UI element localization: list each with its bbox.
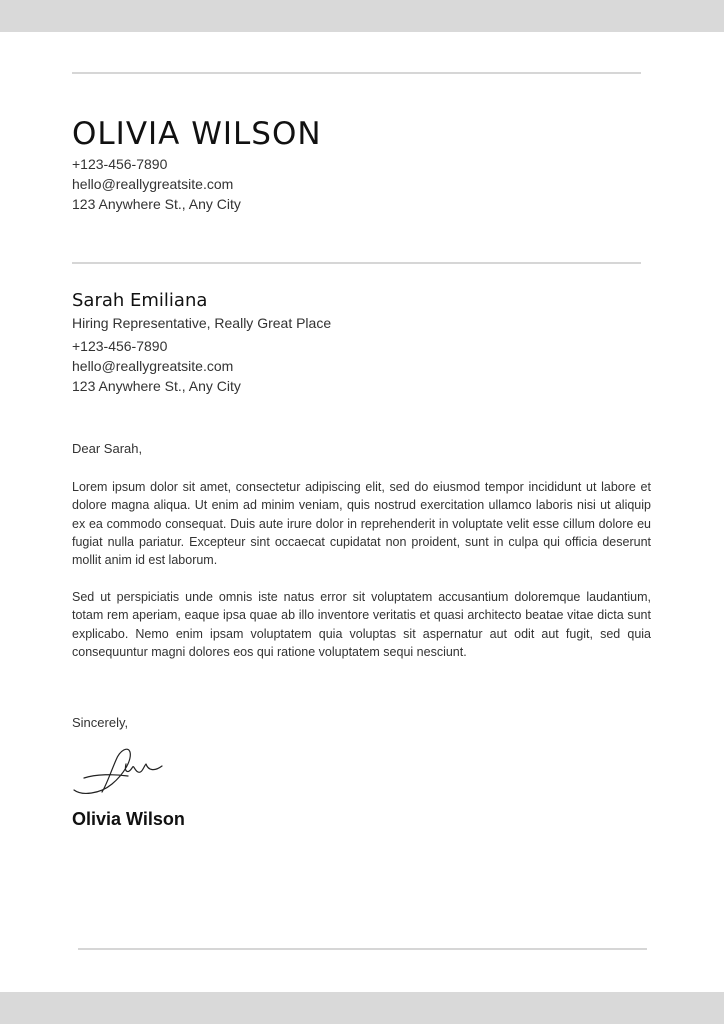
salutation: Dear Sarah, bbox=[72, 441, 143, 456]
recipient-email: hello@reallygreatsite.com bbox=[72, 358, 234, 374]
top-divider bbox=[72, 72, 641, 74]
recipient-title: Hiring Representative, Really Great Place bbox=[72, 315, 332, 331]
handwritten-signature bbox=[70, 744, 166, 798]
sender-phone: +123-456-7890 bbox=[72, 156, 168, 172]
recipient-contact bbox=[72, 336, 241, 396]
body-paragraph-2: Sed ut perspiciatis unde omnis iste natus error sit voluptatem accusantium doloremque laudantium, totam rem aperiam, eaque ipsa quae ab illo inventore veritatis et quasi architecto beatae vitae dicta sunt explicabo. Nemo enim ipsam voluptatem quia voluptas sit aspernatur aut odit aut fugit, sed quia consequuntur magni dolores eos qui ratione voluptatem sequi nesciunt. bbox=[72, 590, 651, 659]
closing: Sincerely, bbox=[72, 715, 129, 730]
recipient-name: Sarah Emiliana bbox=[72, 290, 208, 311]
middle-divider bbox=[72, 262, 641, 264]
sender-address: 123 Anywhere St., Any City bbox=[72, 196, 241, 212]
signer-name: Olivia Wilson bbox=[72, 809, 185, 829]
bottom-divider bbox=[78, 948, 647, 950]
sender-email: hello@reallygreatsite.com bbox=[72, 176, 234, 192]
recipient-address: 123 Anywhere St., Any City bbox=[72, 378, 241, 394]
letter-page bbox=[0, 32, 724, 992]
sender-contact bbox=[72, 154, 241, 214]
body-paragraph-1: Lorem ipsum dolor sit amet, consectetur adipiscing elit, sed do eiusmod tempor incididunt ut labore et dolore magna aliqua. Ut enim ad minim veniam, quis nostrud exercitation ullamco laboris nisi ut aliquip ex ea commodo consequat. Duis aute irure dolor in reprehenderit in voluptate velit esse cillum dolore eu fugiat nulla pariatur. Excepteur sint occaecat cupidatat non proident, sunt in culpa qui officia deserunt mollit anim id est laborum. bbox=[72, 480, 651, 568]
sender-name: OLIVIA WILSON bbox=[72, 116, 322, 152]
recipient-phone: +123-456-7890 bbox=[72, 338, 168, 354]
